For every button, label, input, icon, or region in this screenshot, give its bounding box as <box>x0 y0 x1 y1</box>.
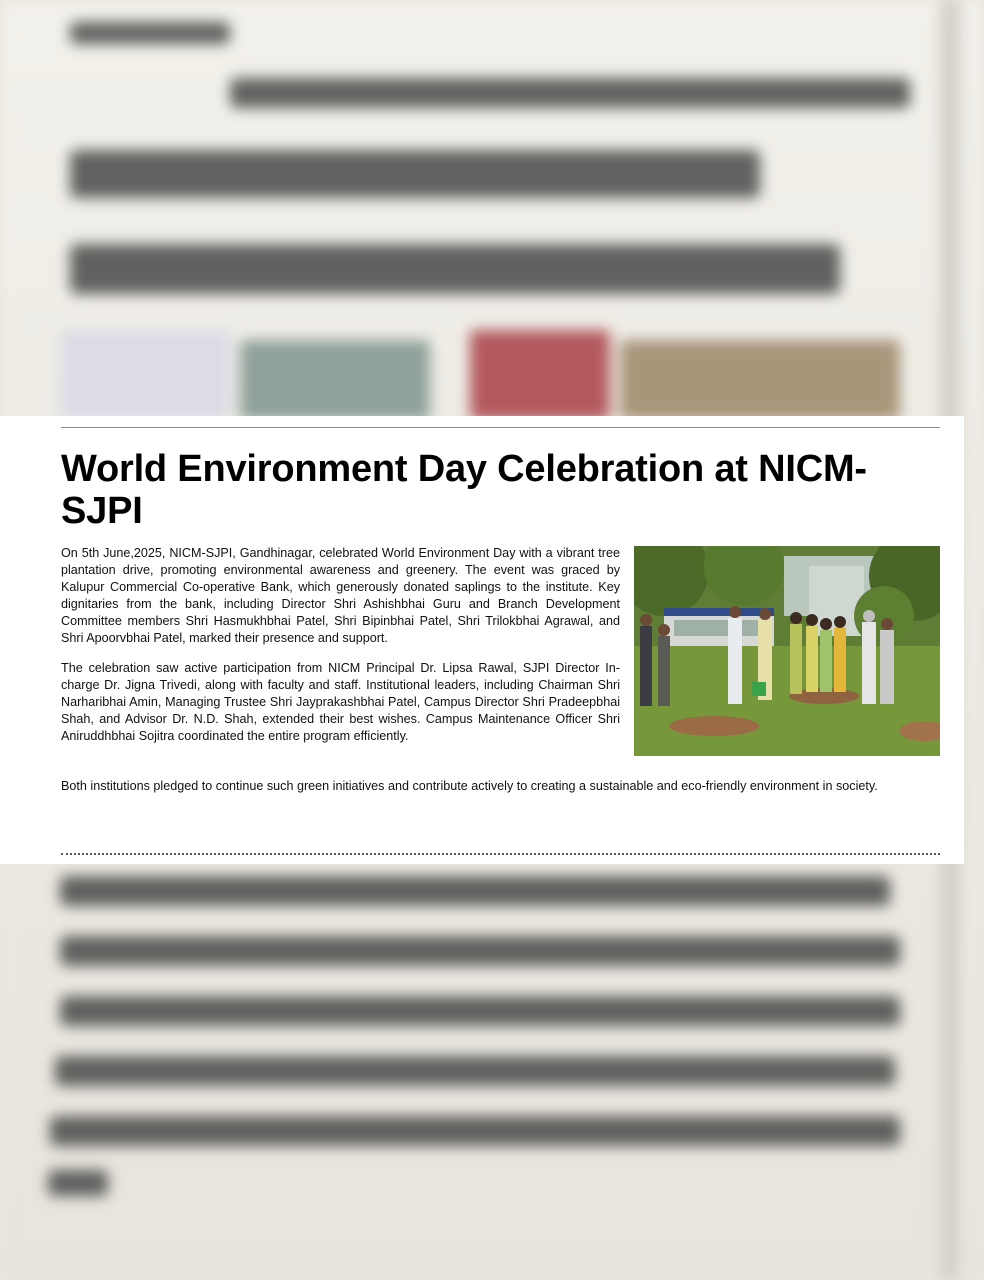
blurred-text-line <box>60 876 890 906</box>
blurred-text-line <box>230 78 910 108</box>
blurred-text-line <box>48 1170 108 1196</box>
top-divider <box>61 427 940 428</box>
blurred-text-line <box>60 996 900 1026</box>
blurred-photo <box>620 340 900 420</box>
article-paragraph-2: The celebration saw active participation from NICM Principal Dr. Lipsa Rawal, SJPI Director In-charge Dr. Jigna Trivedi, along with faculty and staff. Institutional leaders, including Chairman Shri Narharibhai Amin, Managing Trustee Shri Jayprakashbhai Patel, Campus Director Shri Pradeepbhai Shah, and Advisor Dr. N.D. Shah, extended their best wishes. Campus Maintenance Officer Shri Aniruddhbhai Sojitra coordinated the entire program efficiently. <box>61 661 620 744</box>
bottom-dotted-divider <box>61 853 940 855</box>
blurred-photo <box>240 340 430 420</box>
article-headline: World Environment Day Celebration at NICM-SJPI <box>61 448 867 532</box>
plantation-photo-illustration <box>634 546 940 756</box>
blurred-text-line <box>60 936 900 966</box>
blurred-text-line <box>70 22 230 44</box>
article-closing-paragraph: Both institutions pledged to continue such green initiatives and contribute actively to creating a sustainable and eco-friendly environment in society. <box>61 779 878 793</box>
blurred-photo <box>60 330 230 420</box>
blurred-text-line <box>70 150 760 198</box>
article-body <box>61 545 620 759</box>
blurred-text-line <box>70 244 840 294</box>
plantation-photo <box>634 546 940 756</box>
blurred-text-line <box>55 1056 895 1086</box>
blurred-photo <box>470 330 610 420</box>
article-paragraph-1: On 5th June,2025, NICM-SJPI, Gandhinagar, celebrated World Environment Day with a vibrant tree plantation drive, promoting environmental awareness and greenery. The event was graced by Kalupur Commercial Co-operative Bank, which generously donated saplings to the institute. Key dignitaries from the bank, including Director Shri Ashishbhai Guru and Branch Development Committee members Shri Hasmukhbhai Patel, Shri Bipinbhai Patel, Shri Trilokbhai Agrawal, and Shri Apoorvbhai Patel, marked their presence and support. <box>61 546 620 645</box>
article-card <box>0 416 964 864</box>
blurred-text-line <box>50 1116 900 1146</box>
